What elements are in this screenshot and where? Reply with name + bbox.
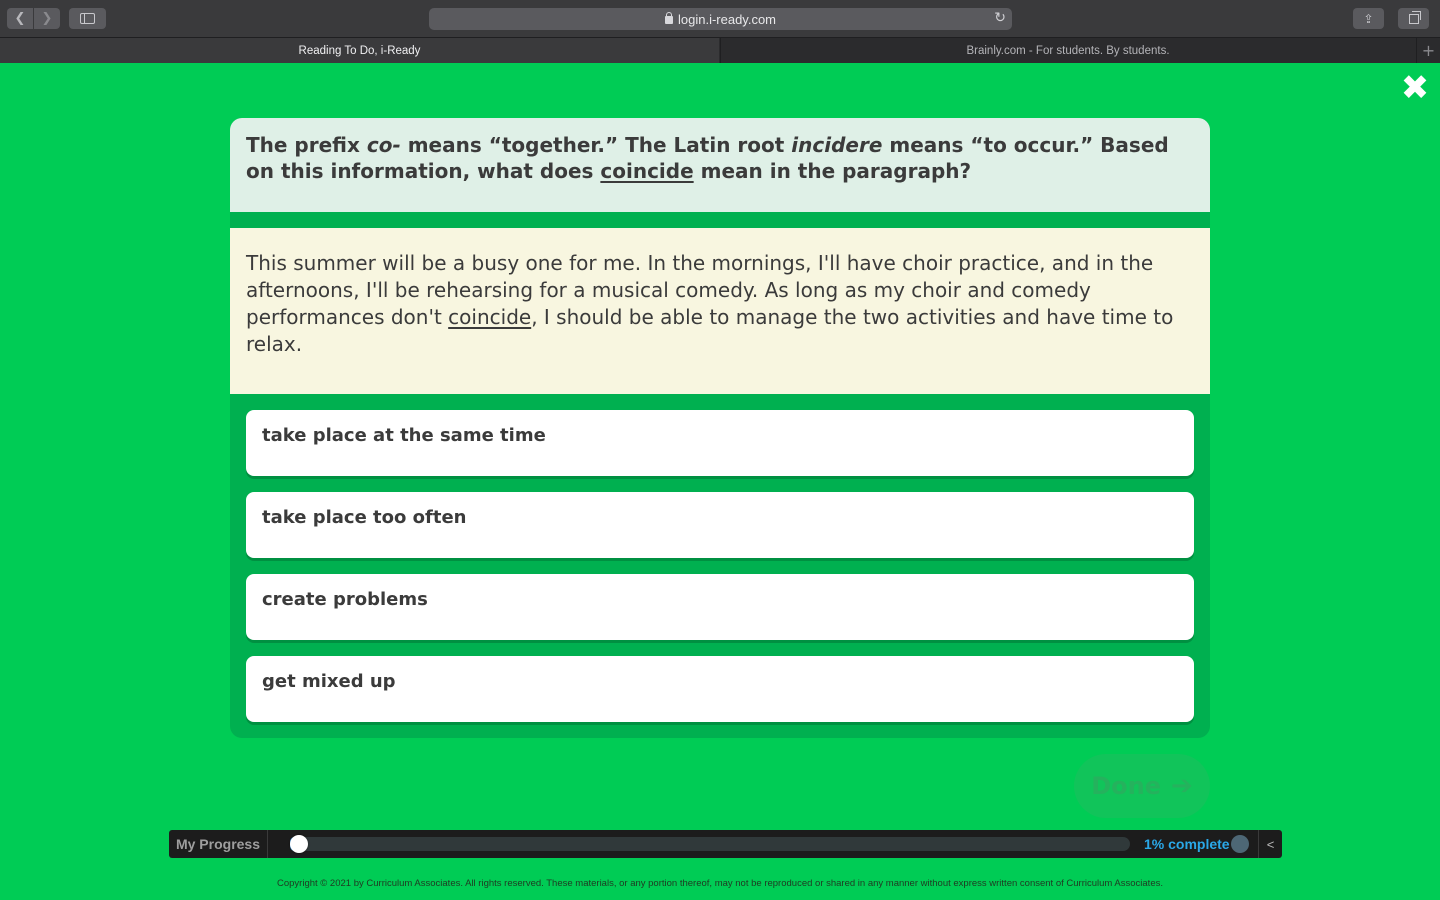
tab-iready[interactable]: Reading To Do, i-Ready bbox=[0, 38, 719, 63]
answer-option[interactable] bbox=[246, 574, 1194, 640]
question-text: mean in the paragraph? bbox=[693, 159, 972, 183]
answer-option-label: get mixed up bbox=[262, 671, 396, 692]
question-term-prefix: co- bbox=[366, 133, 401, 157]
passage-target-word: coincide bbox=[448, 305, 532, 329]
back-button[interactable] bbox=[7, 8, 33, 29]
url-text: login.i-ready.com bbox=[677, 11, 777, 27]
share-button[interactable] bbox=[1353, 8, 1384, 29]
tabs-icon bbox=[1409, 14, 1419, 24]
sidebar-icon bbox=[80, 13, 95, 24]
progress-knob bbox=[290, 835, 308, 853]
progress-label: My Progress bbox=[169, 830, 268, 858]
question-target-word: coincide bbox=[600, 159, 694, 183]
answer-option[interactable] bbox=[246, 656, 1194, 722]
close-lesson-button[interactable] bbox=[1398, 68, 1432, 108]
browser-toolbar bbox=[0, 0, 1440, 37]
question-prompt bbox=[230, 118, 1210, 212]
tab-bar bbox=[0, 37, 1440, 63]
done-button[interactable] bbox=[1074, 754, 1210, 818]
new-tab-button[interactable]: + bbox=[1416, 38, 1440, 63]
progress-bar bbox=[169, 830, 1282, 858]
progress-end-marker bbox=[1231, 835, 1249, 853]
answer-option-label: create problems bbox=[262, 589, 428, 610]
passage-text: , I should be able to manage the two activities and have time to relax. bbox=[246, 305, 1174, 356]
question-text: means “together.” The Latin root bbox=[400, 133, 792, 157]
close-icon: ✖ bbox=[1400, 68, 1430, 108]
question-text: means “to occur.” Based on this information, what does bbox=[246, 133, 1169, 183]
chevron-right-icon: ❯ bbox=[41, 11, 53, 26]
question-card bbox=[230, 118, 1210, 738]
chevron-left-icon: ❮ bbox=[14, 11, 26, 26]
passage-text: This summer will be a busy one for me. In the mornings, I'll have choir practice, and in the afternoons, I'll be rehearsing for a musical comedy. As long as my choir and comedy performances don't bbox=[246, 251, 1154, 329]
reading-passage bbox=[230, 228, 1210, 394]
tab-brainly[interactable]: Brainly.com - For students. By students. bbox=[720, 38, 1415, 63]
reload-icon[interactable]: ↻ bbox=[994, 10, 1006, 26]
answer-option-label: take place too often bbox=[262, 507, 467, 528]
sidebar-toggle-button[interactable] bbox=[69, 8, 106, 29]
address-bar[interactable] bbox=[429, 8, 1012, 30]
lock-icon bbox=[665, 16, 673, 24]
done-label: Done bbox=[1091, 772, 1161, 800]
question-term-root: incidere bbox=[791, 133, 883, 157]
share-icon: ⇪ bbox=[1363, 11, 1374, 26]
answer-option-label: take place at the same time bbox=[262, 425, 546, 446]
progress-collapse-button[interactable]: < bbox=[1258, 830, 1282, 858]
progress-track bbox=[290, 837, 1130, 851]
answer-option[interactable] bbox=[246, 410, 1194, 476]
question-text: The prefix bbox=[246, 133, 367, 157]
forward-button[interactable] bbox=[34, 8, 60, 29]
show-tabs-button[interactable] bbox=[1398, 8, 1429, 29]
copyright-notice: Copyright © 2021 by Curriculum Associates. All rights reserved. These materials, or any portion thereof, may not be reproduced or shared in any manner without express written consent of Curriculum Associates. bbox=[277, 878, 1163, 889]
answer-option[interactable] bbox=[246, 492, 1194, 558]
progress-percent-text: 1% complete bbox=[1144, 836, 1230, 852]
arrow-right-icon: ➔ bbox=[1170, 771, 1193, 801]
